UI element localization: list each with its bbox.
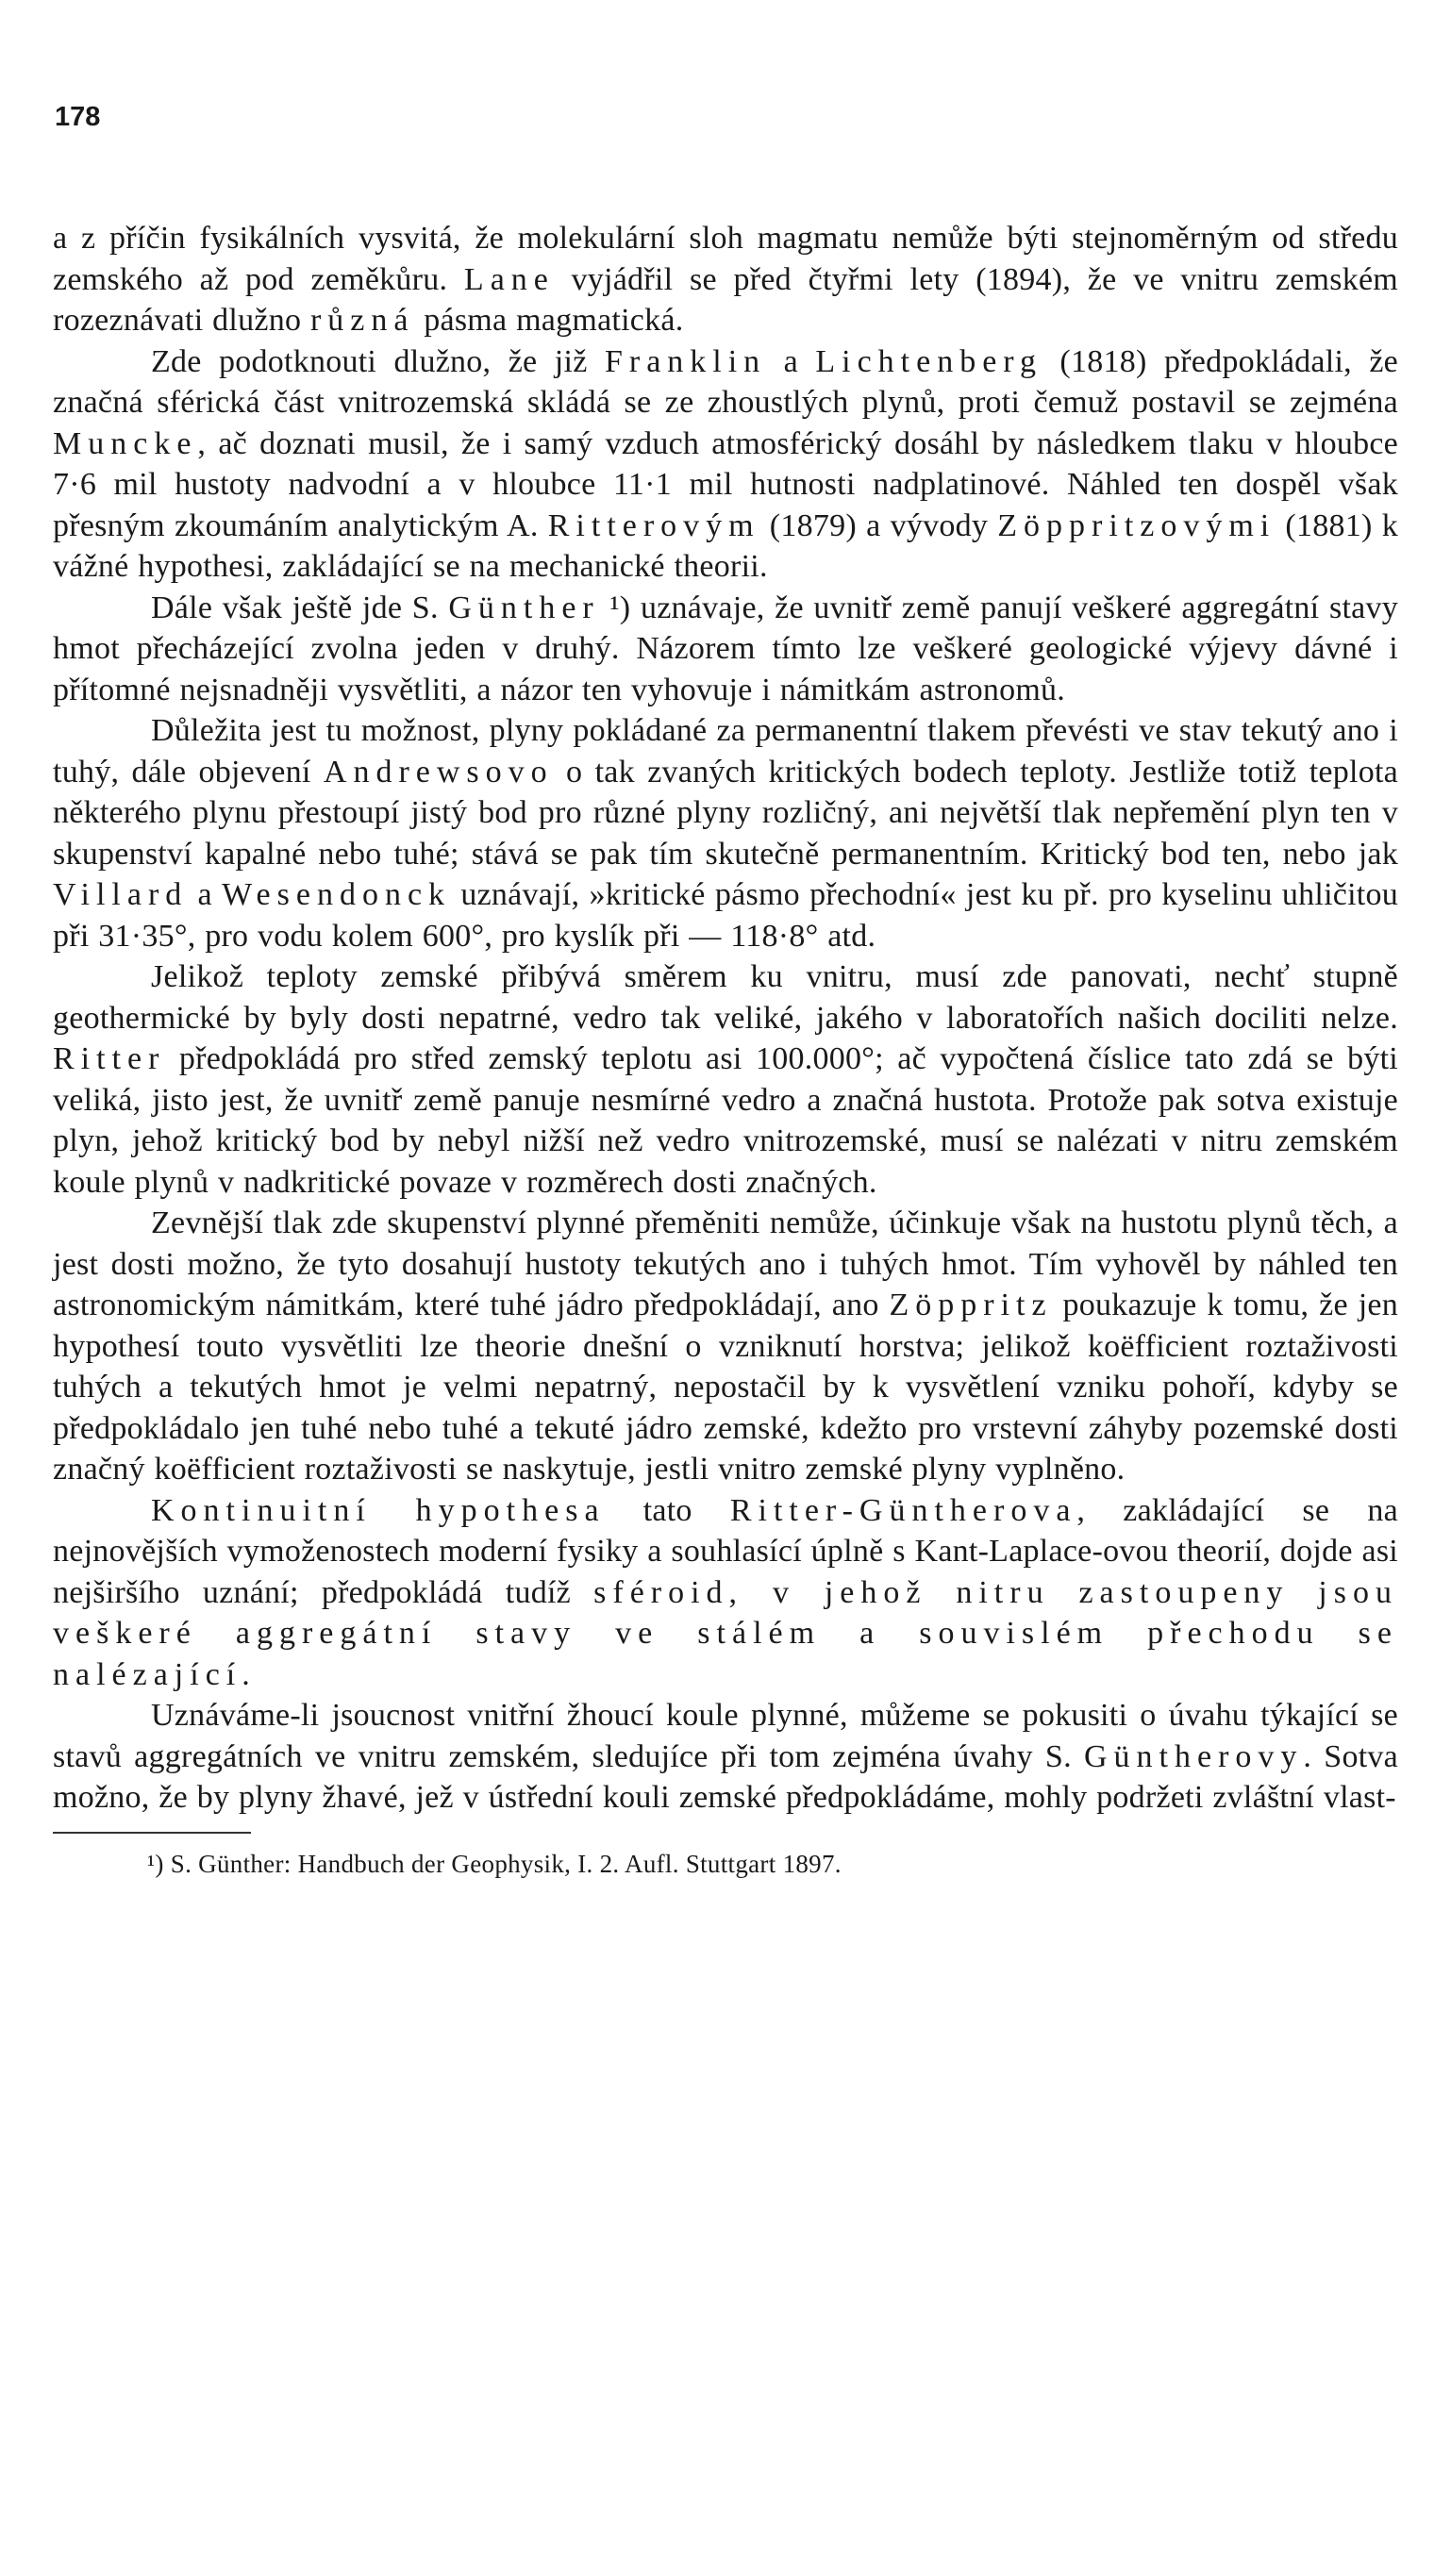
paragraph (53, 1490, 1398, 1696)
spaced-emphasis: Kontinuitní hypothesa (151, 1492, 606, 1528)
spaced-emphasis: Muncke (53, 425, 198, 461)
footnote-marker: ¹) (147, 1849, 164, 1878)
text-run: Uznáváme-li jsoucnost vnitřní žhoucí koule plynné, můžeme se pokusiti o úvahu týkající se stavů aggregátních ve vnitru zemském, sledujíce při tom zejména úvahy S. (53, 1698, 1398, 1774)
footnote (147, 1847, 1398, 1881)
body-text (53, 218, 1398, 1819)
text-run: Důležita jest tu možnost, plyny pokládané za permanentní tlakem převésti ve stav tekutý ano i tuhý, dále objevení (53, 713, 1398, 789)
text-run: a z příčin fysikálních vysvitá, že molekulární sloh magmatu nemůže býti stejnoměrným od středu zemského až pod zeměkůru. (53, 221, 1398, 297)
text-run: vyjádřil se před čtyřmi lety (1894), že ve vnitru zemském rozeznávati dlužno (53, 261, 1398, 338)
paragraph (53, 1203, 1398, 1490)
text-run: Dále však ještě jde S. (151, 590, 449, 625)
spaced-emphasis: Ritterovým (547, 507, 760, 543)
text-run: pásma magmatická. (414, 303, 684, 338)
footnote-divider (53, 1832, 251, 1834)
text-run: a (766, 343, 816, 379)
spaced-emphasis: Zöppritz (889, 1288, 1053, 1322)
text-run: , zakládající se na nejnovějších vymoženostech moderní fysiky a souhlasící úplně s Kant-Laplace-ovou theorií, dojde asi nejširšího uznání; předpokládá tudíž (53, 1492, 1398, 1610)
spaced-emphasis: Günther (448, 590, 600, 625)
text-run: tato (605, 1492, 730, 1528)
text-run: (1879) a vývody (759, 507, 998, 543)
text-run: o tak zvaných kritických bodech teploty. Jestliže totiž teplota některého plynu přestoupí jistý bod pro různé plyny rozličný, ani největší tlak nepřemění plyn ten v skupenství kapalné nebo tuhé; stává se pak tím skutečně permanentním. Kritický bod ten, nebo jak (53, 754, 1398, 872)
text-run: Zde podotknouti dlužno, že již (151, 343, 605, 379)
footnote-text: S. Günther: Handbuch der Geophysik, I. 2. Aufl. Stuttgart 1897. (170, 1849, 842, 1878)
spaced-emphasis: sféroid, v jehož nitru zastoupeny jsou veškeré aggregátní stavy ve stálém a souvislém přechodu se nalézající (53, 1574, 1398, 1692)
spaced-emphasis: Güntherovy (1083, 1738, 1304, 1774)
spaced-emphasis: různá (309, 303, 415, 338)
text-run: poukazuje k tomu, že jen hypothesí touto vysvětliti lze theorie dnešní o vzniknutí horstva; jelikož koëfficient roztaživosti tuhých a tekutých hmot je velmi nepatrný, nepostačil by k vysvětlení vzniku pohoří, kdyby se předpokládalo jen tuhé nebo tuhé a tekuté jádro zemské, kdežto pro vrstevní záhyby pozemské dosti značný koëfficient roztaživosti se naskytuje, jestli vnitro zemské plyny vyplněno. (53, 1288, 1398, 1487)
paragraph (53, 710, 1398, 956)
paragraph (53, 588, 1398, 711)
text-run: předpokládá pro střed zemský teplotu asi 100.000°; ač vypočtená číslice tato zdá se býti veliká, jisto jest, že uvnitř země panuje nesmírné vedro a značná hustota. Protože pak sotva existuje plyn, jehož kritický bod by nebyl nižší než vedro vnitrozemské, musí se nalézati v nitru zemském koule plynů v nadkritické povaze v rozměrech dosti značných. (53, 1041, 1398, 1200)
text-run: . (242, 1656, 250, 1692)
text-run: a (188, 877, 223, 912)
text-run: Zevnější tlak zde skupenství plynné přeměniti nemůže, účinkuje však na hustotu plynů těch, a jest dosti možno, že tyto dosahují hustoty tekutých ano i tuhých hmot. Tím vyhověl by náhled ten astronomickým námitkám, které tuhé jádro předpokládají, ano (53, 1205, 1398, 1322)
paragraph (53, 956, 1398, 1203)
text-run: (1881) k vážné hypothesi, zakládající se na mechanické theorii. (53, 507, 1398, 584)
text-run: (1818) předpokládali, že značná sférická část vnitrozemská skládá se ze zhoustlých plynů, proti čemuž postavil se zejména (53, 343, 1399, 420)
paragraph (53, 1695, 1398, 1819)
spaced-emphasis: Franklin (604, 343, 767, 379)
spaced-emphasis: Andrewsovo (323, 754, 554, 789)
spaced-emphasis: Wesendonck (222, 877, 452, 912)
text-run: . Sotva možno, že by plyny žhavé, jež v ústřední kouli zemské předpokládáme, mohly podržeti zvláštní vlast- (53, 1738, 1399, 1815)
text-run: , ač doznati musil, že i samý vzduch atmosférický dosáhl by následkem tlaku v hloubce 7·6 mil hustoty nadvodní a v hloubce 11·1 mil hutnosti nadplatinové. Náhled ten dospěl však přesným zkoumáním analytickým A. (53, 425, 1398, 543)
page-number: 178 (55, 102, 101, 132)
text-run: uznávají, »kritické pásmo přechodní« jest ku př. pro kyselinu uhličitou při 31·35°, pro vodu kolem 600°, pro kyslík při — 118·8° atd. (53, 877, 1398, 954)
paragraph (53, 341, 1398, 588)
spaced-emphasis: Ritter (53, 1041, 166, 1076)
spaced-emphasis: Lichtenberg (815, 343, 1043, 379)
spaced-emphasis: Ritter-Güntherova (729, 1492, 1077, 1528)
paragraph (53, 218, 1398, 341)
spaced-emphasis: Zöppritzovými (997, 507, 1276, 543)
text-run: ¹) uznávaje, že uvnitř země panují veškeré aggregátní stavy hmot přecházející zvolna jeden v druhý. Názorem tímto lze veškeré geologické výjevy dávné i přítomné nejsnadněji vysvětliti, a názor ten vyhovuje i námitkám astronomů. (53, 590, 1398, 707)
spaced-emphasis: Lane (463, 261, 555, 297)
book-page (53, 104, 1398, 1881)
spaced-emphasis: Villard (53, 877, 189, 912)
text-run: Jelikož teploty zemské přibývá směrem ku vnitru, musí zde panovati, nechť stupně geothermické by byly dosti nepatrné, vedro tak veliké, jakého v laboratořích našich dociliti nelze. (53, 959, 1398, 1036)
